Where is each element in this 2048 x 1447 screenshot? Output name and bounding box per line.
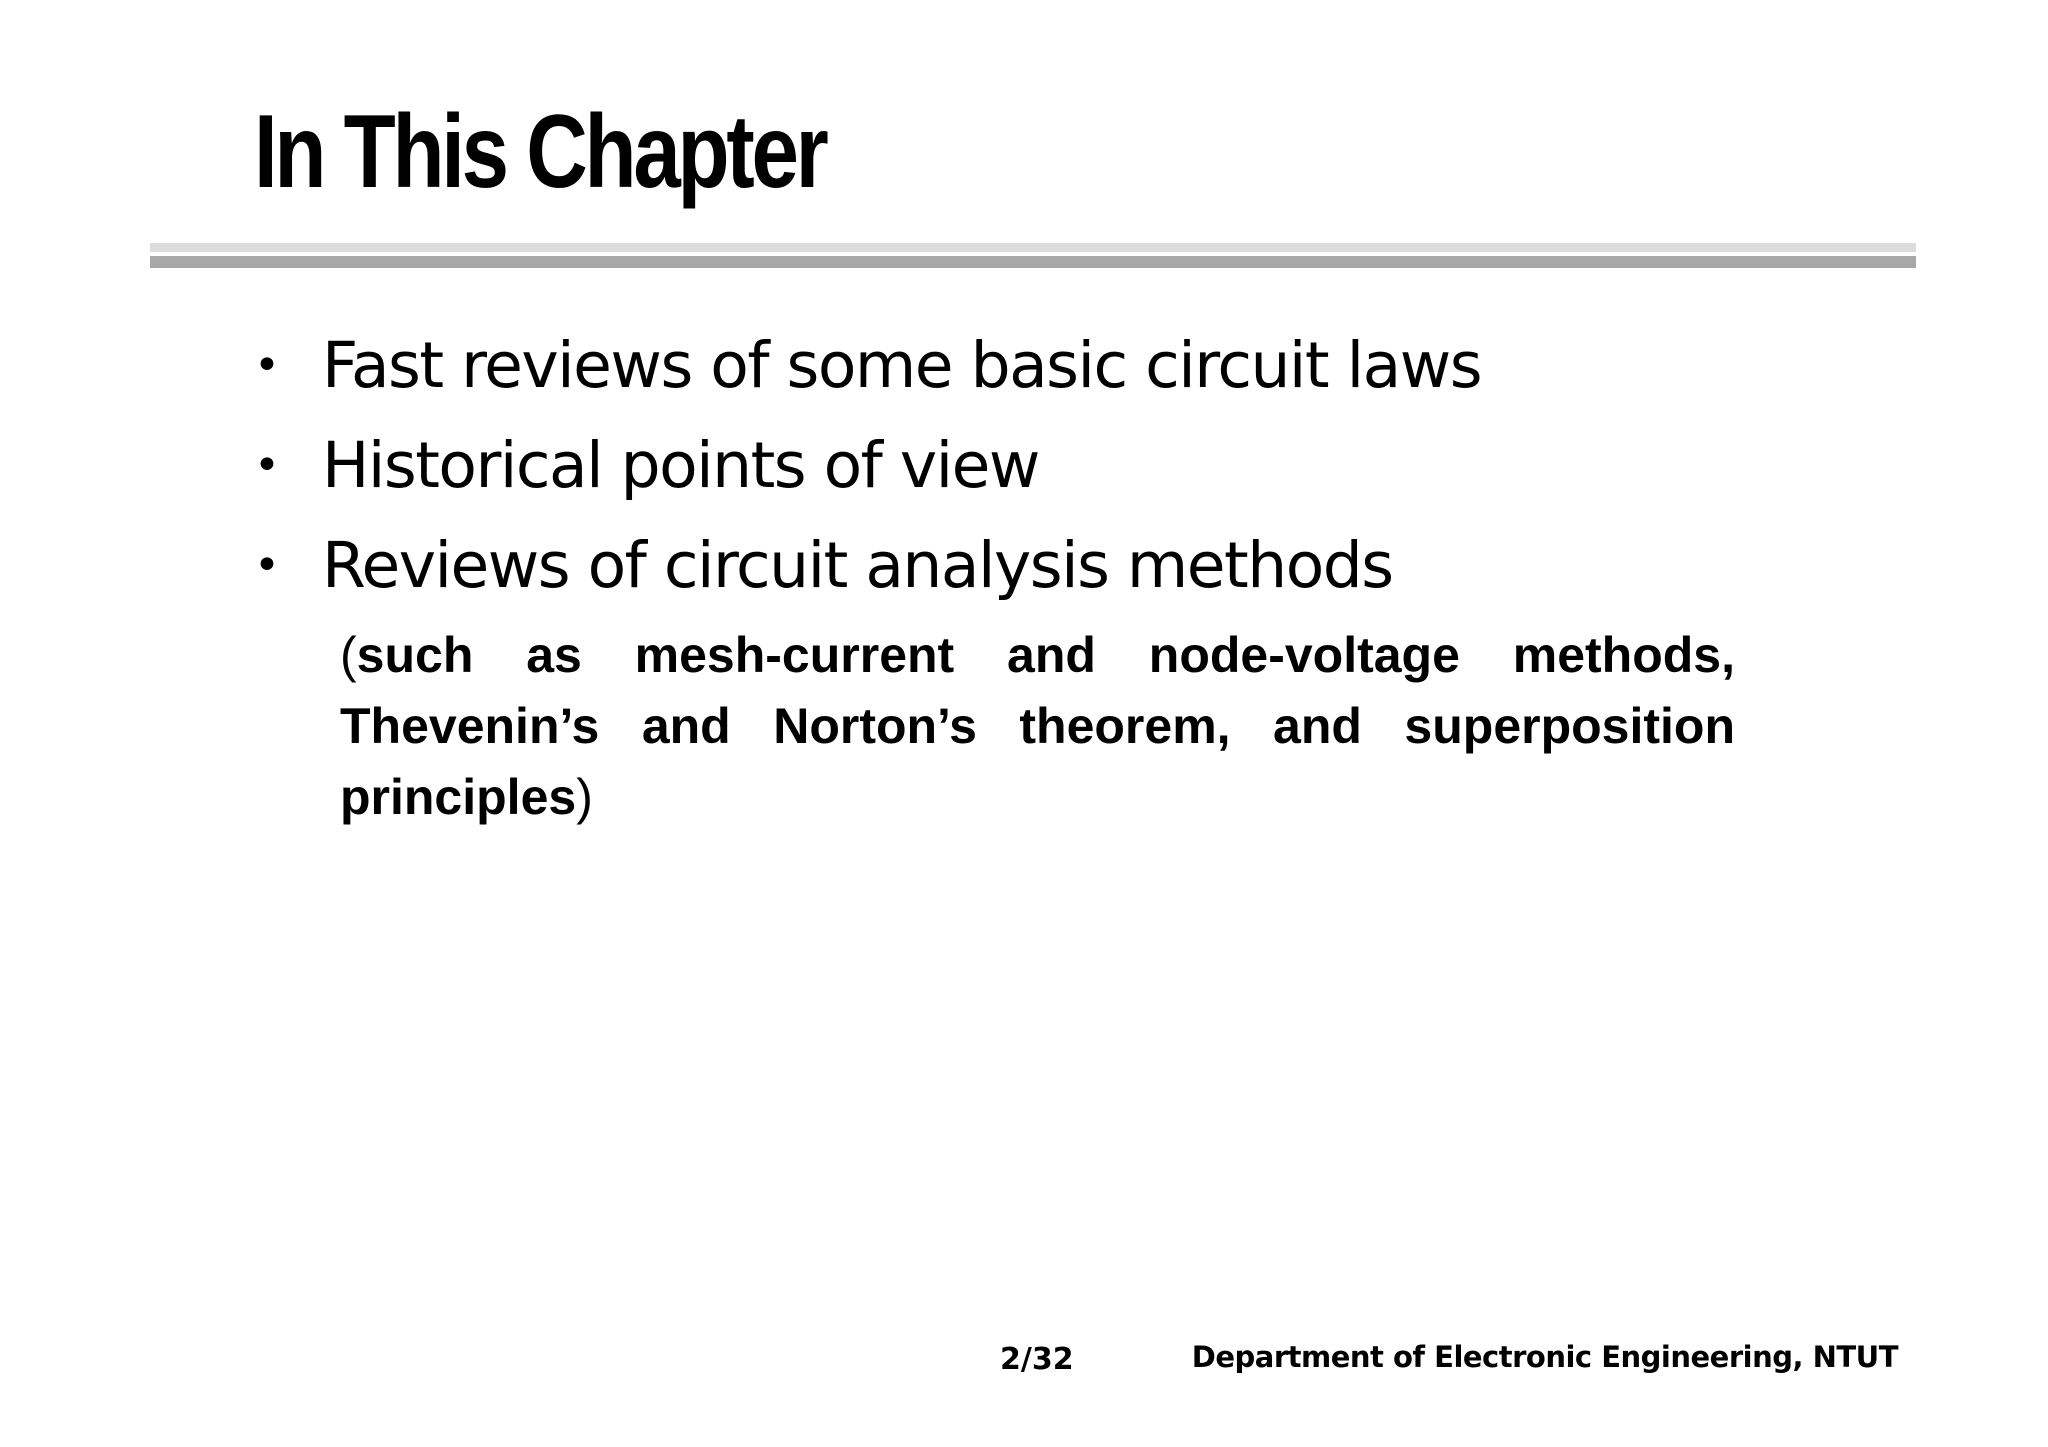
bullet-dot-icon: •: [254, 340, 279, 391]
slide-title: In This Chapter: [254, 94, 826, 210]
bullet-text: Reviews of circuit analysis methods: [322, 529, 1393, 602]
bullet-text: Historical points of view: [322, 429, 1039, 502]
bullet-dot-icon: •: [254, 440, 279, 491]
bullet-text: Fast reviews of some basic circuit laws: [322, 329, 1482, 402]
note-close-paren: ): [576, 769, 593, 825]
title-divider-dark: [150, 256, 1916, 268]
note-text: such as mesh-current and node-voltage methods, Thevenin’s and Norton’s theorem, and superposition principles: [340, 627, 1735, 825]
page-number: 2/32: [1000, 1342, 1074, 1377]
footer-department: Department of Electronic Engineering, NTUT: [1191, 1340, 1898, 1374]
bullet-dot-icon: •: [254, 540, 279, 591]
title-divider-light: [150, 243, 1916, 252]
methods-note: [340, 620, 1735, 833]
note-open-paren: (: [340, 627, 357, 683]
